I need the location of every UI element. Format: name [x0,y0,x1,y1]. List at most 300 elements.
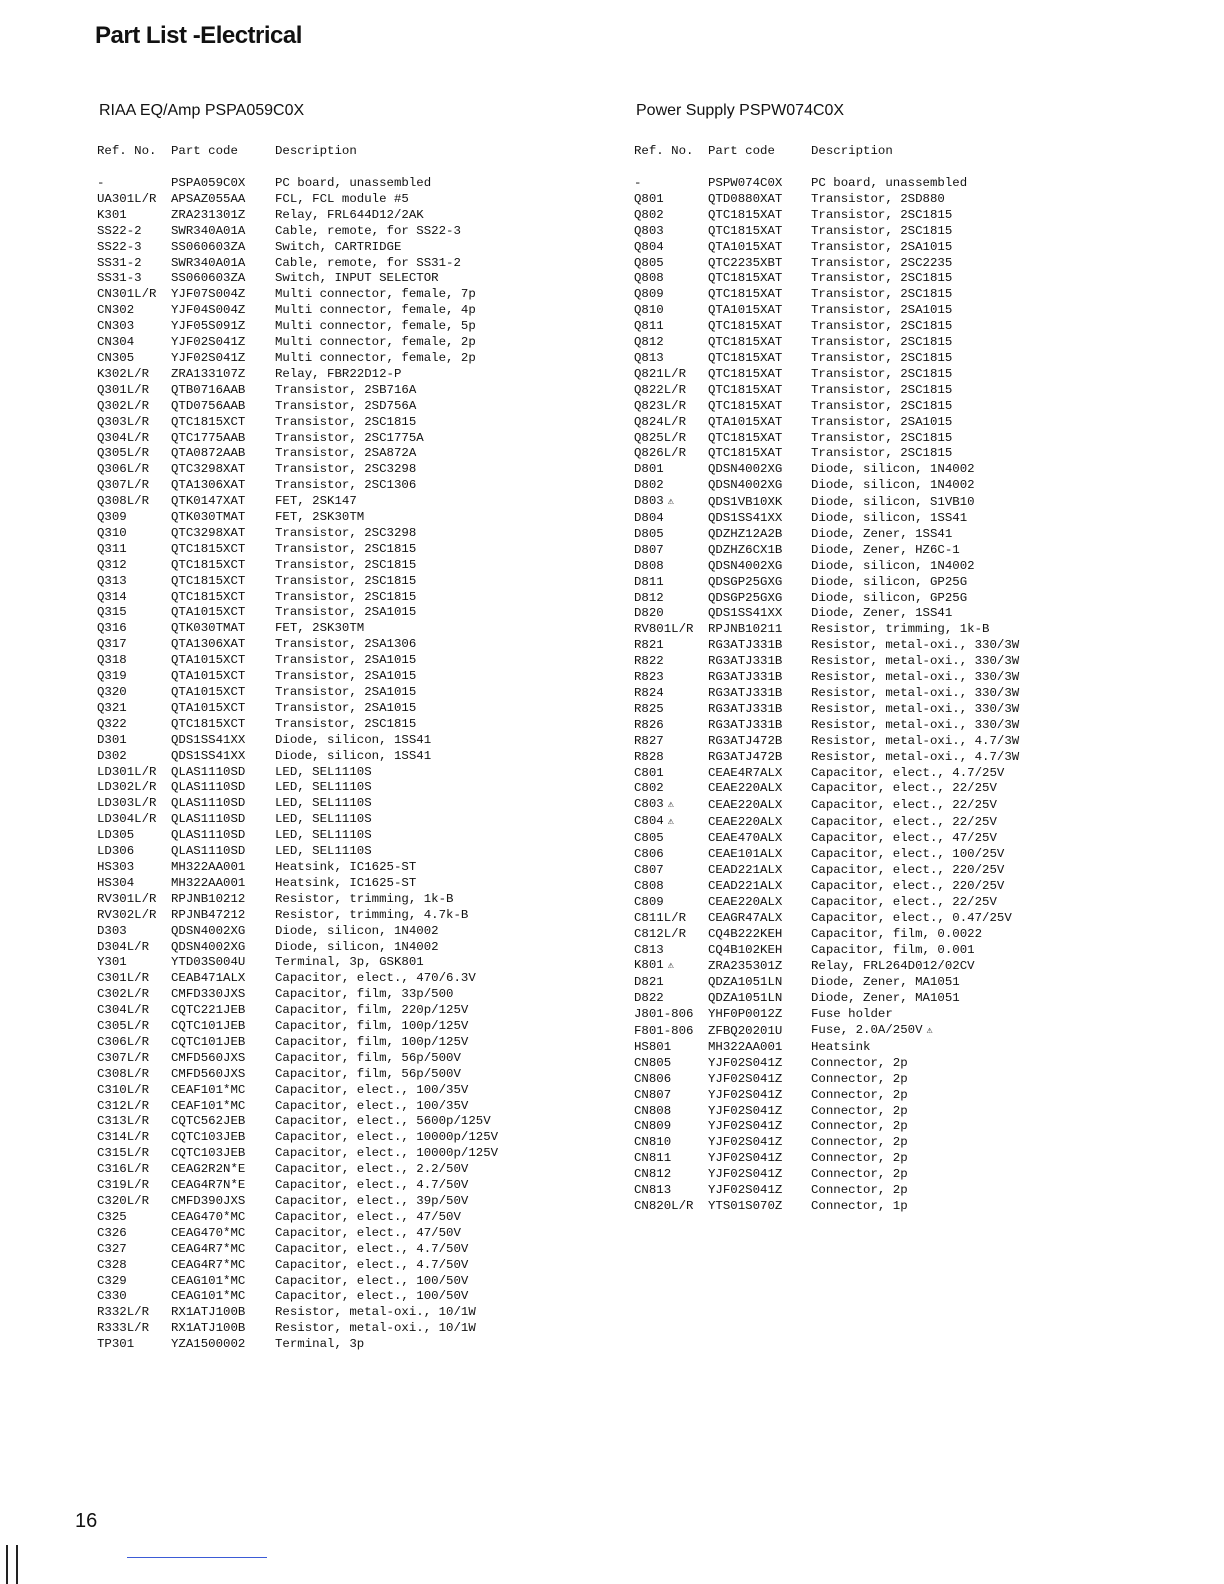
description-cell [275,876,498,892]
ref-no-cell [634,543,708,559]
part-code-cell: QTA1015XCT [171,653,246,668]
description-cell [811,781,1019,797]
ref-no: R332L/R [97,1305,150,1320]
page-number: 16 [75,1510,98,1532]
ref-no: J801-806 [634,1007,694,1022]
table-row [97,1035,498,1051]
ref-no: LD302L/R [97,780,157,795]
ref-no: RV302L/R [97,907,157,922]
description: Relay, FBR22D12-P [275,366,402,381]
table-row [634,543,1019,559]
ref-no-cell [97,367,171,383]
description-cell [275,685,498,701]
table-row [97,1146,498,1162]
ref-no-cell [97,780,171,796]
description: Capacitor, elect., 0.47/25V [811,910,1012,925]
table-row [634,431,1019,447]
description-cell [811,240,1019,256]
ref-no: LD305 [97,828,135,843]
part-code-cell: YJF02S041Z [708,1119,783,1134]
part-code-cell: QTC1815XAT [708,366,783,381]
part-code-cell: APSAZ055AA [171,191,246,206]
description: Resistor, metal-oxi., 10/1W [275,1305,476,1320]
ref-no-header: Ref. No. [634,144,694,159]
description-cell [811,814,1019,831]
ref-no: R828 [634,749,664,764]
part-code-cell: RPJNB10212 [171,891,246,906]
part-code-cell: QLAS1110SD [171,764,246,779]
description: Transistor, 2SA1015 [811,239,953,254]
ref-no-cell [97,1114,171,1130]
description: Diode, Zener, 1SS41 [811,526,953,541]
description-cell [275,1114,498,1130]
description-cell [811,271,1019,287]
ref-no-cell [97,1051,171,1067]
description: Capacitor, elect., 100/35V [275,1098,469,1113]
part-code-cell: QTA1015XAT [708,414,783,429]
table-row [97,908,498,924]
ref-no: CN811 [634,1151,672,1166]
description-cell [811,686,1019,702]
part-code-cell: CEAG4R7N*E [171,1178,246,1193]
description-cell [275,383,498,399]
description-cell [811,494,1019,511]
table-row [97,876,498,892]
part-code-cell: QDSGP25GXG [708,590,783,605]
ref-no-cell [634,240,708,256]
description: LED, SEL1110S [275,796,372,811]
ref-no-cell [97,1226,171,1242]
description: Terminal, 3p [275,1337,365,1352]
table-row [634,750,1019,766]
ref-no: D303 [97,923,127,938]
ref-no-cell [97,224,171,240]
part-code-cell: QTC1815XAT [708,319,783,334]
ref-no: Q813 [634,350,664,365]
part-code-cell: QDZA1051LN [708,975,783,990]
ref-no-cell [634,1023,708,1040]
table-row [634,1199,1019,1215]
description-cell [811,351,1019,367]
description: Diode, silicon, 1SS41 [275,748,432,763]
ref-no-cell [634,975,708,991]
table-row [97,892,498,908]
part-code-cell: CEAG2R2N*E [171,1162,246,1177]
description-cell [275,224,498,240]
table-row [97,1178,498,1194]
table-row [97,351,498,367]
ref-no: K301 [97,207,127,222]
ref-no-cell [97,431,171,447]
description-cell [275,924,498,940]
part-code-cell: RPJNB10211 [708,622,783,637]
table-row [97,940,498,956]
part-code-cell: CEAE220ALX [708,814,783,829]
ref-no-cell [634,1104,708,1120]
ref-no-cell [634,383,708,399]
ref-no: Q306L/R [97,462,150,477]
part-code-cell: CEAE220ALX [708,781,783,796]
part-code-cell: YHF0P0012Z [708,1007,783,1022]
description-cell [811,256,1019,272]
description: Transistor, 2SB716A [275,382,417,397]
part-code-cell: YJF02S041Z [708,1183,783,1198]
description-cell [811,1135,1019,1151]
part-code-cell: QLAS1110SD [171,780,246,795]
ref-no: D807 [634,542,664,557]
part-code-cell: CEAG470*MC [171,1209,246,1224]
ref-no: Q804 [634,239,664,254]
description: Resistor, metal-oxi., 10/1W [275,1321,476,1336]
description-cell [811,991,1019,1007]
description: Capacitor, film, 33p/500 [275,987,454,1002]
description: Diode, silicon, 1N4002 [811,558,975,573]
ref-no: Q321 [97,700,127,715]
description-cell [275,844,498,860]
description-cell [275,1099,498,1115]
ref-no: C809 [634,894,664,909]
description: FET, 2SK30TM [275,621,365,636]
part-code-cell: QDS1SS41XX [708,511,783,526]
ref-no-cell [97,1305,171,1321]
part-code-cell: CEAE220ALX [708,894,783,909]
part-code-cell: CMFD390JXS [171,1194,246,1208]
ref-no: D802 [634,478,664,493]
ref-no: Q303L/R [97,414,150,429]
description: Transistor, 2SA1015 [811,303,953,318]
description: Capacitor, elect., 100/50V [275,1273,469,1288]
table-row [634,734,1019,750]
ref-no: CN807 [634,1087,672,1102]
part-code-cell: QDSN4002XG [171,939,246,954]
description-cell [275,494,498,510]
table-row [97,1099,498,1115]
ref-no: C325 [97,1209,127,1224]
ref-no: Q315 [97,605,127,620]
description-cell [275,462,498,478]
ref-no: LD306 [97,844,135,859]
ref-no: CN305 [97,350,135,365]
part-code-cell: YJF04S004Z [171,303,246,318]
table-row [634,863,1019,879]
description-cell [811,606,1019,622]
description-cell [811,1023,1019,1040]
description-cell [275,1194,498,1210]
description-cell [811,943,1019,959]
table-row [634,814,1019,831]
ref-no: C802 [634,781,664,796]
part-code-cell: QTA1306XAT [171,637,246,652]
ref-no-cell [97,446,171,462]
ref-no-cell [97,1210,171,1226]
ref-no-cell [634,718,708,734]
table-row [634,176,1019,192]
ref-no-cell [97,415,171,431]
description: Connector, 2p [811,1135,908,1150]
ref-no-cell [97,1258,171,1274]
ref-no: Q821L/R [634,366,687,381]
ref-no: C808 [634,878,664,893]
table-row [634,766,1019,782]
description: Transistor, 2SC1815 [275,557,417,572]
ref-no-cell [97,510,171,526]
description-cell [275,510,498,526]
table-row [634,575,1019,591]
ref-no-cell [97,351,171,367]
description-cell [275,940,498,956]
ref-no: R826 [634,717,664,732]
ref-no: Q305L/R [97,446,150,461]
description: Resistor, trimming, 1k-B [275,891,454,906]
ref-no-cell [634,399,708,415]
description: Transistor, 2SC1815 [811,335,953,350]
description: Transistor, 2SC2235 [811,255,953,270]
ref-no: Q811 [634,319,664,334]
riaa-eq-amp-section [97,102,567,1353]
description-cell [811,895,1019,911]
table-row [97,812,498,828]
table-row [634,478,1019,494]
ref-no: C807 [634,862,664,877]
ref-no-cell [634,415,708,431]
description: Multi connector, female, 4p [275,303,476,318]
table-row [634,240,1019,256]
description: Diode, silicon, 1N4002 [811,478,975,493]
ref-no-cell [97,590,171,606]
ref-no-cell [634,670,708,686]
ref-no-cell [634,303,708,319]
table-row [97,637,498,653]
part-code-cell: SWR340A01A [171,223,246,238]
ref-no: D804 [634,511,664,526]
part-code-cell: QDSGP25GXG [708,574,783,589]
description: Diode, Zener, MA1051 [811,991,960,1006]
part-code-cell: QTK030TMAT [171,621,246,636]
part-code-cell: QTA1015XCT [171,669,246,684]
part-code-cell: QLAS1110SD [171,796,246,811]
ref-no: D812 [634,590,664,605]
ref-no: LD303L/R [97,796,157,811]
ref-no: SS22-2 [97,223,142,238]
description-cell [811,303,1019,319]
description: Capacitor, elect., 220/25V [811,862,1005,877]
ref-no: CN813 [634,1183,672,1198]
part-code-cell: YJF02S041Z [708,1167,783,1182]
description: Diode, silicon, 1SS41 [811,511,968,526]
ref-no: Q802 [634,207,664,222]
ref-no-cell [634,622,708,638]
ref-no-cell [634,511,708,527]
description: Fuse, 2.0A/250V [811,1023,923,1038]
ref-no-cell [97,1321,171,1337]
ref-no-cell [634,797,708,814]
description: Multi connector, female, 7p [275,287,476,302]
description-cell [811,670,1019,686]
table-row [634,781,1019,797]
ref-no-cell [634,224,708,240]
description: Transistor, 2SD756A [275,398,417,413]
ref-no: UA301L/R [97,191,157,206]
table-row [97,287,498,303]
description: FET, 2SK30TM [275,510,365,525]
description-cell [275,176,498,192]
description-cell [275,446,498,462]
description-cell [811,1167,1019,1183]
table-row [634,927,1019,943]
warning-triangle-icon: ⚠ [667,497,674,509]
ref-no-cell [634,1183,708,1199]
description-cell [275,574,498,590]
ref-no-cell [97,1099,171,1115]
table-row [97,1305,498,1321]
table-row [97,415,498,431]
table-row [634,1056,1019,1072]
description: Transistor, 2SA1015 [811,414,953,429]
table-row [97,558,498,574]
description: Switch, CARTRIDGE [275,239,402,254]
ref-no-cell [634,638,708,654]
table-row [634,911,1019,927]
ref-no-cell [634,1167,708,1183]
ref-no-cell [634,781,708,797]
ref-no: Q803 [634,223,664,238]
description: Transistor, 2SC1306 [275,478,417,493]
ref-no: LD304L/R [97,812,157,827]
description-header: Description [811,144,893,159]
part-code-cell: CEAG4R7*MC [171,1257,246,1272]
ref-no: CN301L/R [97,287,157,302]
description: Capacitor, elect., 47/50V [275,1225,461,1240]
ref-no-cell [97,303,171,319]
description: Transistor, 2SC1815 [811,223,953,238]
ref-no-cell [97,383,171,399]
description: Transistor, 2SC1815 [275,573,417,588]
part-code-cell: QTC1815XCT [171,716,246,731]
divider [127,1557,267,1558]
description: Terminal, 3p, GSK801 [275,955,424,970]
description: Relay, FRL644D12/2AK [275,207,424,222]
table-row [97,749,498,765]
ref-no-cell [634,319,708,335]
description-cell [275,367,498,383]
table-row [634,494,1019,511]
description-cell [275,812,498,828]
table-row [97,733,498,749]
ref-no: R821 [634,638,664,653]
description-cell [275,1305,498,1321]
ref-no-cell [97,940,171,956]
part-code-cell: RX1ATJ100B [171,1321,246,1336]
description: Diode, Zener, MA1051 [811,975,960,990]
description: Heatsink, IC1625-ST [275,875,417,890]
description: Transistor, 2SD880 [811,191,945,206]
description: Resistor, metal-oxi., 4.7/3W [811,733,1020,748]
table-row [634,670,1019,686]
description-cell [275,1258,498,1274]
description-cell [275,1337,498,1353]
description-cell [275,478,498,494]
description: Relay, FRL264D012/02CV [811,958,975,973]
ref-no: R823 [634,670,664,685]
ref-no-cell [634,734,708,750]
description: PC board, unassembled [275,176,432,190]
ref-no-cell [634,335,708,351]
description-cell [275,828,498,844]
description-cell [275,1321,498,1337]
ref-no-cell [634,895,708,911]
part-code-cell: QTC1815XCT [171,573,246,588]
ref-no-cell [634,686,708,702]
table-row [634,415,1019,431]
part-code-cell: RPJNB47212 [171,907,246,922]
table-row [634,702,1019,718]
part-code-cell: QTA0872AAB [171,446,246,461]
table-row [634,797,1019,814]
part-code-cell: QLAS1110SD [171,844,246,859]
ref-no-cell [97,1242,171,1258]
ref-no-cell [97,1003,171,1019]
ref-no: Q823L/R [634,398,687,413]
table-row [634,991,1019,1007]
ref-no-cell [634,527,708,543]
table-row [97,860,498,876]
part-code-cell: RG3ATJ331B [708,654,783,669]
table-row [97,669,498,685]
description-cell [275,287,498,303]
ref-no: Q320 [97,685,127,699]
part-code-cell: CMFD330JXS [171,987,246,1002]
part-code-cell: CQTC103JEB [171,1146,246,1161]
description-cell [811,847,1019,863]
description-cell [275,987,498,1003]
description: Connector, 2p [811,1183,908,1198]
ref-no: RV301L/R [97,891,157,906]
table-row [97,987,498,1003]
description: Multi connector, female, 5p [275,319,476,334]
description: Capacitor, elect., 10000p/125V [275,1130,499,1145]
table-row [97,701,498,717]
binding-mark [6,1545,18,1584]
description-cell [811,1040,1019,1056]
description-cell [275,605,498,621]
description-cell [811,1119,1019,1135]
ref-no: Q309 [97,510,127,525]
ref-no: C813 [634,942,664,957]
description: Transistor, 2SC1815 [811,366,953,381]
table-row [634,1104,1019,1120]
ref-no-cell [634,991,708,1007]
ref-no: C330 [97,1289,127,1304]
table-row [97,208,498,224]
ref-no: D805 [634,526,664,541]
table-row [634,1167,1019,1183]
description: Heatsink [811,1039,871,1054]
ref-no: C801 [634,765,664,780]
ref-no-cell [634,431,708,447]
part-code-cell: QTA1015XAT [708,239,783,254]
part-code-cell: QDZA1051LN [708,991,783,1006]
part-code-cell: CEAF101*MC [171,1082,246,1097]
part-code-cell: QTC1815XAT [708,398,783,413]
ref-no: Q809 [634,287,664,302]
table-row [97,1019,498,1035]
description: Diode, silicon, 1SS41 [275,732,432,747]
part-code-cell: CEAE4R7ALX [708,765,783,780]
ref-no-cell [634,446,708,462]
description: Transistor, 2SC1815 [275,541,417,556]
ref-no: Q824L/R [634,414,687,429]
ref-no-cell [97,319,171,335]
